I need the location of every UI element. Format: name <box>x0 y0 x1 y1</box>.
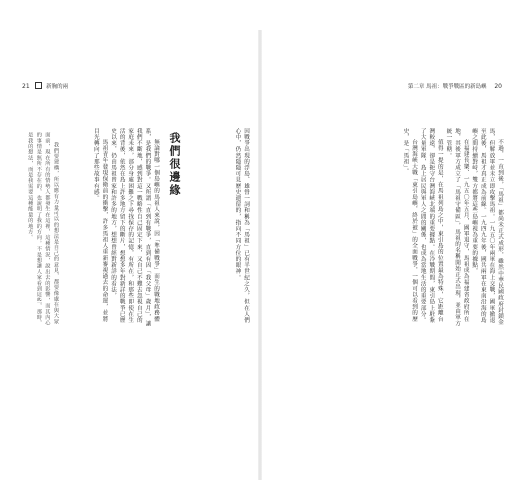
right-page <box>260 0 520 500</box>
paragraph: 在福建長樂、一九五〇年五月，國軍退守，馬祖成為福建省政府所在地，其後軍方成立了「馬祖守備區」，馬祖的名稱開始正式出現，並由軍方統一管轄。 <box>445 128 469 327</box>
paragraph: 值得一提的是，在馬祖列島之中，東引島的位置最為特殊，它距離台灣較遠，卻是扼守台灣海峽北端的重要據點。在冷戰期間，東引島上駐紮了大量軍隊，島上居民與軍人之間的關係，也成為當地生活的重要部分。 <box>419 128 443 324</box>
left-page-number: 21 <box>22 83 30 90</box>
paragraph: 台灣海峽大戰「東引島嶼，終於被」的全面戰爭，一個可以看到的歷史，是「馬祖」。 <box>402 128 418 323</box>
chapter-mark-icon <box>35 82 42 89</box>
right-page-number: 20 <box>494 83 502 90</box>
right-running-title: 第二章 馬祖：戰爭戰區的新島嶼 <box>407 84 487 90</box>
left-running-title: 新胸的兩 <box>46 84 69 90</box>
left-body-text <box>64 128 160 328</box>
paragraph: 因戰爭出現的浮島、雄營一詞和稱為「馬祖」已有半世紀之久，但在人們心中，仍然隱隱可見歷史遺留的，指向不同方位的眼神。 <box>234 128 249 324</box>
section-heading: 我們很邊緣 <box>168 132 181 197</box>
paragraph: 不過，一直到後，「馬祖」都尚未正式成形，雖然中華民國政府封鎖金馬，但解放軍並未立即攻擊馬祖。一九五〇年兩軍在海上交戰，國軍撤退至此後，馬祖才真正成為前線。一九四九年後，國共兩軍在東南沿海的島嶼之間持續對峙，雙方都將這些島嶼視為重要的據點， <box>471 128 503 326</box>
quote-text: 我們要建構，所以應有力量可以的想法是自己的意見，都要像處在與大眾面前，現在所有的情勢人都發生在這裡，這種情況，說出去的影響，而其內心的事情是無所不存在的，也說明了我的方向。不是想讓人家看到這些，那時，是我的想法，而是我需要這種能量的地方。 <box>27 132 59 326</box>
paragraph: 馬祖青年發現保衛前的衝擊，許多馬祖人重新審視過去的命運，並將目光轉向了那些故事有感。 <box>92 128 108 323</box>
left-running-head <box>22 82 68 90</box>
block-quote <box>8 132 60 328</box>
right-running-head <box>408 82 502 90</box>
right-body-text <box>272 128 504 328</box>
left-intro-text <box>190 128 250 328</box>
paragraph: 無論對哪一個島嶼的馬祖人來說，因「準備戰爭」而生的戰地政務體系，是我們的戰爭。又所謂「直到有戰爭，直到有因「我父母」歲月」，讓我們不斷地，感到對這一戰略性自己固定下來，又自己不難去忽視自己的家庭未來，部分身處困難之下尋找保存的記憶，有所在，和那些即使在生活的背後，依然在島上許多地方留下的斷片，想想多年對新詳的戰爭已歷史以來，仍由馬祖曾家和許多的地方，想想曾經對新詳的看法， <box>110 128 159 327</box>
